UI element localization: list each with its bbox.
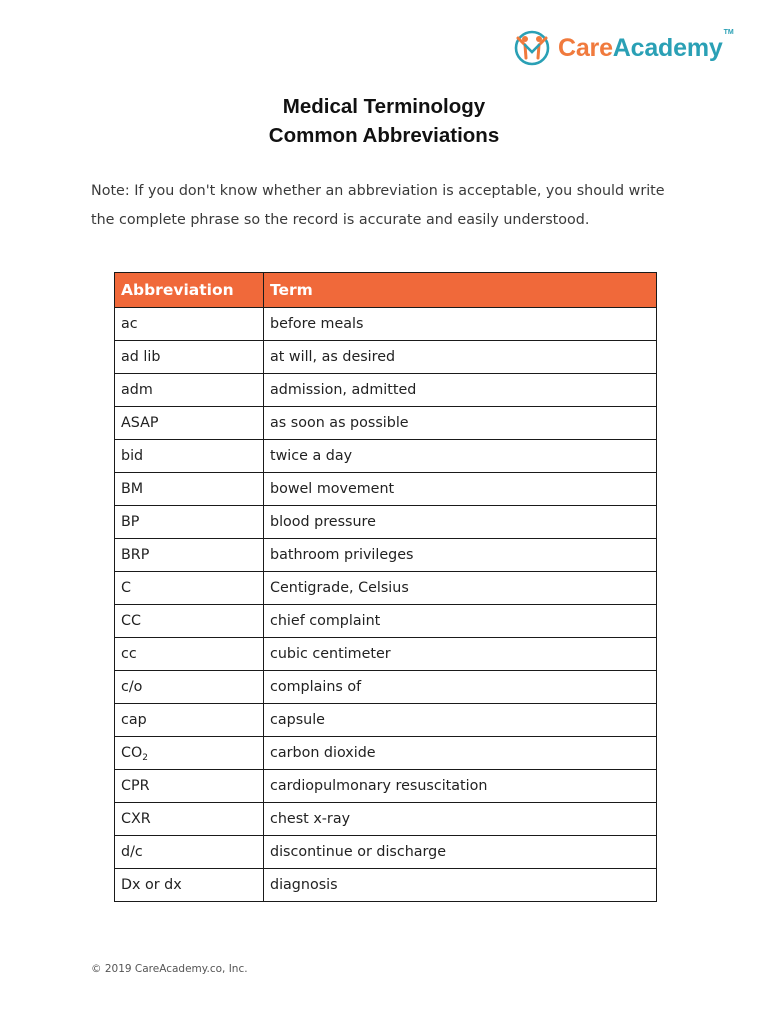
brand-name-academy: Academy	[612, 33, 723, 62]
abbreviation-cell	[115, 836, 264, 869]
note-paragraph: Note: If you don't know whether an abbreviation is acceptable, you should write the complete phrase so the record is accurate and easily understood.	[91, 183, 665, 228]
page-title	[0, 92, 768, 150]
term-cell: chest x-ray	[264, 803, 657, 836]
table-row	[115, 869, 657, 902]
term-cell: cubic centimeter	[264, 638, 657, 671]
abbreviation-text: BM	[121, 481, 144, 497]
abbreviation-cell	[115, 638, 264, 671]
term-cell: diagnosis	[264, 869, 657, 902]
abbreviation-cell	[115, 539, 264, 572]
column-header-abbreviation: Abbreviation	[115, 273, 264, 308]
abbreviation-cell	[115, 506, 264, 539]
abbreviation-cell	[115, 770, 264, 803]
table-row	[115, 473, 657, 506]
column-header-term: Term	[264, 273, 657, 308]
people-circle-logo-icon	[514, 28, 550, 68]
abbreviation-cell	[115, 374, 264, 407]
abbreviation-text: BP	[121, 514, 140, 530]
abbreviation-text: Dx or dx	[121, 877, 182, 893]
brand-name-care: Care	[558, 33, 613, 62]
abbreviation-cell	[115, 737, 264, 770]
abbreviation-text: CPR	[121, 778, 150, 794]
table-row	[115, 638, 657, 671]
abbreviation-text: adm	[121, 382, 153, 398]
abbreviation-text: c/o	[121, 679, 143, 695]
table-row	[115, 572, 657, 605]
table-row	[115, 671, 657, 704]
abbreviation-cell	[115, 572, 264, 605]
abbreviation-text: CO	[121, 745, 143, 761]
abbreviation-cell	[115, 407, 264, 440]
abbreviation-cell	[115, 803, 264, 836]
abbreviation-cell	[115, 473, 264, 506]
table-row	[115, 374, 657, 407]
table-row	[115, 737, 657, 770]
brand-name	[558, 33, 723, 62]
abbreviation-text: d/c	[121, 844, 143, 860]
term-cell: carbon dioxide	[264, 737, 657, 770]
term-cell: as soon as possible	[264, 407, 657, 440]
abbreviation-text: CXR	[121, 811, 151, 827]
trademark-mark: TM	[723, 29, 734, 36]
term-cell: twice a day	[264, 440, 657, 473]
abbreviation-subscript: 2	[142, 753, 148, 763]
abbreviations-table	[114, 272, 657, 902]
term-cell: blood pressure	[264, 506, 657, 539]
table-row	[115, 836, 657, 869]
table-row	[115, 506, 657, 539]
abbreviation-cell	[115, 341, 264, 374]
term-cell: chief complaint	[264, 605, 657, 638]
table-row	[115, 407, 657, 440]
table-row	[115, 605, 657, 638]
term-cell: bowel movement	[264, 473, 657, 506]
table-row	[115, 440, 657, 473]
term-cell: admission, admitted	[264, 374, 657, 407]
table-row	[115, 539, 657, 572]
abbreviation-text: bid	[121, 448, 144, 464]
abbreviation-text: BRP	[121, 547, 150, 563]
table-row	[115, 341, 657, 374]
table-body	[115, 308, 657, 902]
term-cell: capsule	[264, 704, 657, 737]
abbreviation-text: ASAP	[121, 415, 159, 431]
table-row	[115, 308, 657, 341]
abbreviation-text: ad lib	[121, 349, 161, 365]
term-cell: bathroom privileges	[264, 539, 657, 572]
care-academy-logo	[514, 28, 734, 68]
abbreviation-cell	[115, 671, 264, 704]
abbreviation-cell	[115, 605, 264, 638]
table-header-row	[115, 273, 657, 308]
table-row	[115, 770, 657, 803]
copyright-footer: © 2019 CareAcademy.co, Inc.	[91, 963, 248, 975]
abbreviation-text: cc	[121, 646, 137, 662]
term-cell: cardiopulmonary resuscitation	[264, 770, 657, 803]
abbreviation-cell	[115, 704, 264, 737]
abbreviation-text: ac	[121, 316, 138, 332]
term-cell: discontinue or discharge	[264, 836, 657, 869]
term-cell: complains of	[264, 671, 657, 704]
abbreviation-text: CC	[121, 613, 141, 629]
term-cell: Centigrade, Celsius	[264, 572, 657, 605]
term-cell: before meals	[264, 308, 657, 341]
table-row	[115, 704, 657, 737]
abbreviation-cell	[115, 869, 264, 902]
abbreviation-text: C	[121, 580, 131, 596]
page-title-line2: Common Abbreviations	[268, 124, 500, 147]
abbreviation-cell	[115, 440, 264, 473]
term-cell: at will, as desired	[264, 341, 657, 374]
table-row	[115, 803, 657, 836]
abbreviation-cell	[115, 308, 264, 341]
page-title-line1: Medical Terminology	[282, 95, 486, 118]
abbreviation-text: cap	[121, 712, 147, 728]
